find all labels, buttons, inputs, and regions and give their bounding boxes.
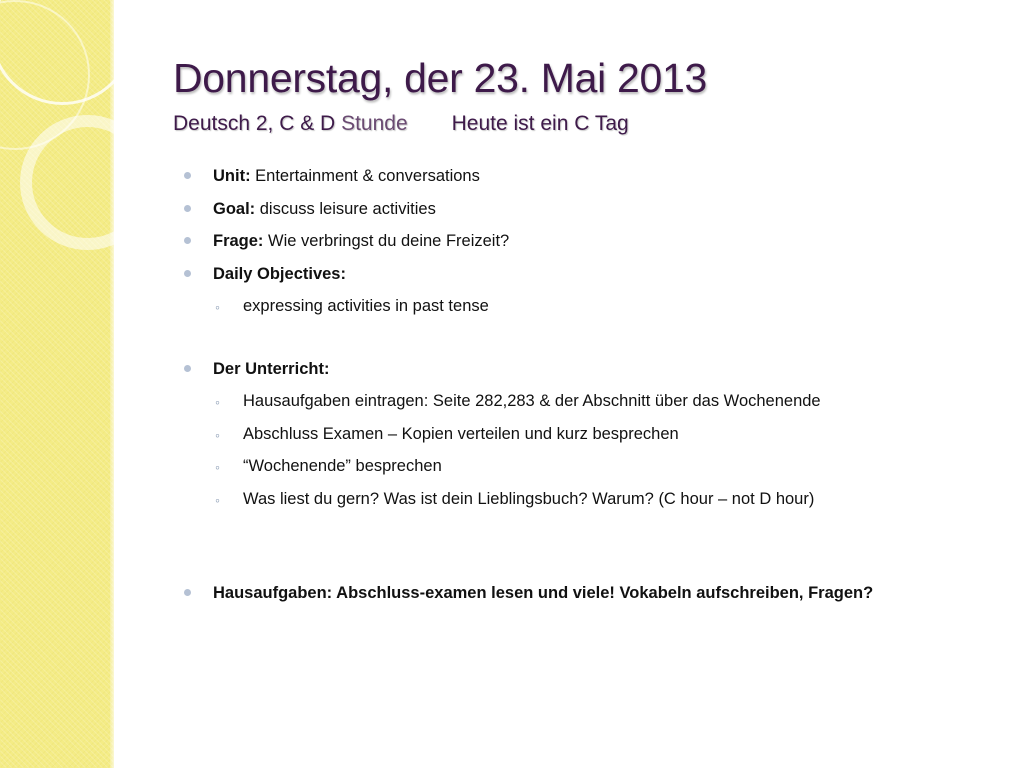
bullet-daily-objectives bbox=[180, 260, 1000, 293]
sub-bullet-abschluss-examen bbox=[180, 420, 1000, 453]
bullet-frage bbox=[180, 227, 1000, 260]
sub-bullet-icon: ◦ bbox=[215, 299, 220, 315]
sub-bullet-lieblingsbuch bbox=[180, 485, 1000, 518]
slide-subtitle bbox=[173, 112, 629, 136]
bullet-icon bbox=[184, 237, 191, 244]
sub-bullet-objective bbox=[180, 292, 1000, 325]
subtitle-stunde: Stunde bbox=[341, 112, 408, 135]
bullet-goal bbox=[180, 195, 1000, 228]
bullet-label: Daily Objectives: bbox=[213, 264, 346, 283]
bullet-icon bbox=[184, 365, 191, 372]
sub-bullet-wochenende bbox=[180, 452, 1000, 485]
sub-bullet-text: expressing activities in past tense bbox=[243, 297, 489, 315]
bullet-label: Unit: bbox=[213, 167, 251, 185]
bullet-icon bbox=[184, 589, 191, 596]
slide-title: Donnerstag, der 23. Mai 2013 bbox=[173, 55, 708, 101]
bullet-text: Wie verbringst du deine Freizeit? bbox=[263, 232, 510, 250]
sub-bullet-icon: ◦ bbox=[215, 491, 220, 508]
sub-bullet-text: Hausaufgaben eintragen: Seite 282,283 & der Abschnitt über das Wochenende bbox=[243, 392, 821, 410]
bullet-homework bbox=[180, 579, 1000, 612]
subtitle-day-type: Heute ist ein C Tag bbox=[451, 112, 629, 135]
bullet-unterricht bbox=[180, 355, 1000, 388]
sub-bullet-text: Abschluss Examen – Kopien verteilen und kurz besprechen bbox=[243, 424, 679, 443]
bullet-unit bbox=[180, 162, 1000, 195]
bullet-text: Entertainment & conversations bbox=[250, 167, 480, 185]
bullet-label: Frage: bbox=[213, 232, 264, 250]
sidebar-edge-highlight bbox=[110, 0, 114, 768]
subtitle-course: Deutsch 2, C & D bbox=[173, 112, 336, 135]
decorative-ring bbox=[0, 0, 114, 105]
homework-text: Hausaufgaben: Abschluss-examen lesen und viele! Vokabeln aufschreiben, Fragen? bbox=[213, 584, 874, 602]
sub-bullet-text: Was liest du gern? Was ist dein Lieblingsbuch? Warum? (C hour – not D hour) bbox=[243, 489, 815, 508]
sub-bullet-text: “Wochenende” besprechen bbox=[243, 457, 442, 475]
sub-bullet-icon: ◦ bbox=[215, 426, 220, 443]
sub-bullet-icon: ◦ bbox=[215, 394, 220, 410]
bullet-text: discuss leisure activities bbox=[255, 199, 436, 218]
bullet-label: Goal: bbox=[213, 199, 256, 218]
bullet-label: Der Unterricht: bbox=[213, 359, 330, 378]
sub-bullet-icon: ◦ bbox=[215, 459, 220, 475]
bullet-icon bbox=[184, 270, 191, 277]
bullet-icon bbox=[184, 205, 191, 212]
sub-bullet-hausaufgaben-eintragen bbox=[180, 387, 1000, 420]
decorative-sidebar bbox=[0, 0, 114, 768]
slide-body bbox=[180, 162, 1000, 612]
bullet-icon bbox=[184, 172, 191, 179]
